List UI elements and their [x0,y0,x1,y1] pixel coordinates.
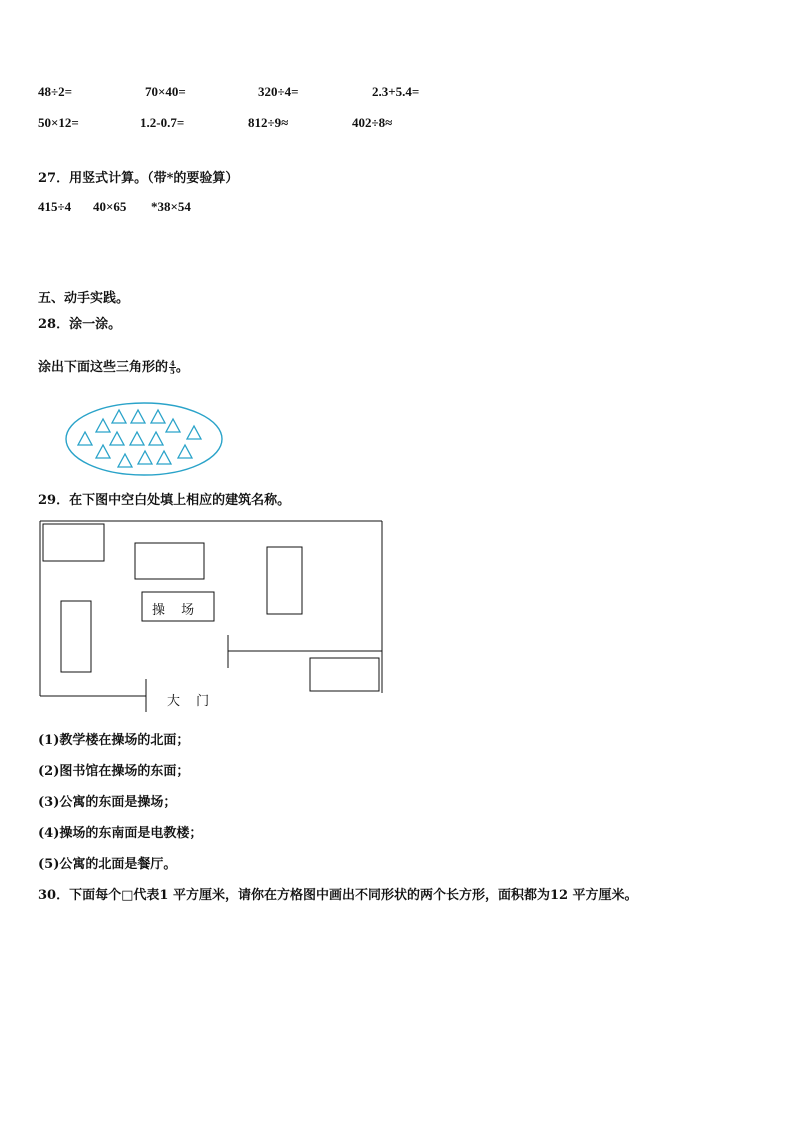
triangle-shape[interactable] [112,410,126,423]
calc-item: 70×40= [145,84,186,99]
clue-item: (1)教学楼在操场的北面； [38,733,190,748]
triangle-shape[interactable] [178,445,192,458]
calc-item: 320÷4= [258,84,299,99]
triangle-shape[interactable] [118,454,132,467]
triangle-shape[interactable] [151,410,165,423]
triangle-shape[interactable] [138,451,152,464]
triangle-shape[interactable] [166,419,180,432]
ellipse-boundary [66,403,222,475]
calc-item: 812÷9≈ [248,115,289,130]
triangle-shape[interactable] [149,432,163,445]
calc-item: 50×12= [38,115,79,130]
triangle-shape[interactable] [131,410,145,423]
building-blank-west[interactable] [61,601,91,672]
triangle-shape[interactable] [157,451,171,464]
clue-item: (3)公寓的东面是操场； [38,795,177,810]
calc-item: 402÷8≈ [352,115,393,130]
vertical-calc-item: 40×65 [93,199,127,214]
building-blank-northwest[interactable] [43,524,104,561]
question-29-title: 29．在下图中空白处填上相应的建筑名称。 [38,493,291,508]
clue-item: (4)操场的东南面是电教楼； [38,826,203,841]
gate-label: 大 门 [167,694,216,709]
clue-item: (2)图书馆在操场的东面； [38,764,190,779]
building-blank-east[interactable] [267,547,302,614]
fraction-denominator: 5 [170,367,175,376]
question-28-prompt [38,356,189,375]
vertical-calc-item: *38×54 [151,199,191,214]
triangle-group [78,410,201,467]
calc-item: 48÷2= [38,84,73,99]
question-30-title: 30．下面每个□代表1 平方厘米，请你在方格图中画出不同形状的两个长方形，面积都为12 平方厘米。 [38,888,638,903]
triangle-shape[interactable] [187,426,201,439]
playground-label: 操 场 [152,603,201,618]
triangle-shape[interactable] [110,432,124,445]
triangle-shape[interactable] [96,445,110,458]
triangle-shape[interactable] [130,432,144,445]
question-28-title: 28．涂一涂。 [38,317,122,332]
section-5-title: 五、动手实践。 [38,291,130,306]
calc-item: 1.2-0.7= [140,115,185,130]
prompt-end: 。 [175,360,189,375]
vertical-calc-item: 415÷4 [38,199,72,214]
prompt-text: 涂出下面这些三角形的 [38,360,169,375]
triangle-shape[interactable] [96,419,110,432]
fraction-numerator: 4 [170,359,175,368]
building-blank-southeast[interactable] [310,658,379,691]
building-blank-north[interactable] [135,543,204,579]
triangle-shape[interactable] [78,432,92,445]
fraction [169,360,176,375]
calc-item: 2.3+5.4= [372,84,420,99]
clue-item: (5)公寓的北面是餐厅。 [38,857,177,872]
question-27-title: 27．用竖式计算。（带*的要验算） [38,171,239,186]
